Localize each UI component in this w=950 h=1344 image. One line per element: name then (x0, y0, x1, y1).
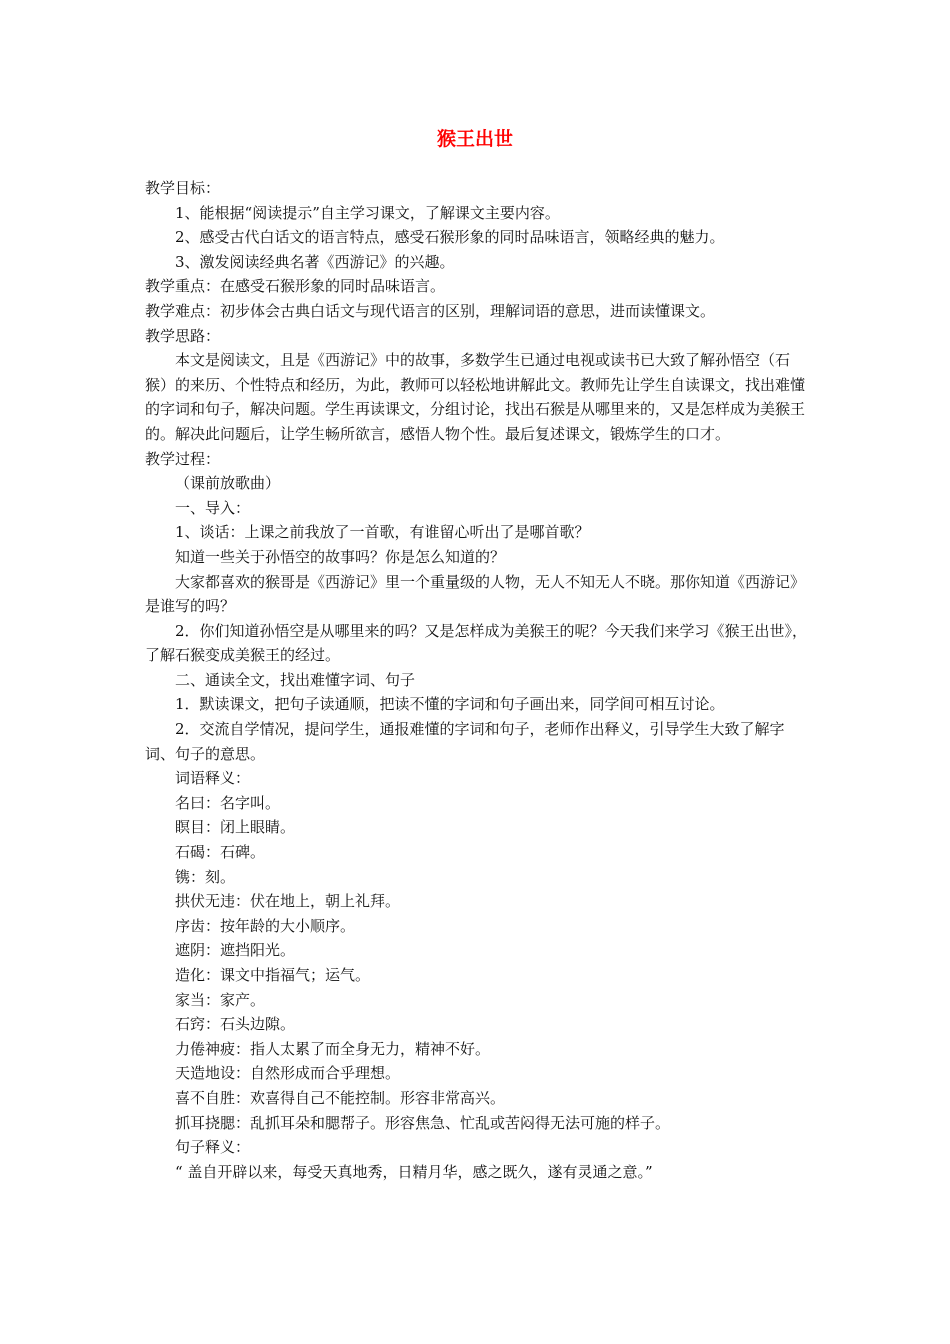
vocab-item: 序齿：按年龄的大小顺序。 (175, 916, 356, 935)
teaching-focus: 教学重点：在感受石猴形象的同时品味语言。 (145, 277, 446, 296)
page-title: 猴王出世 (436, 128, 513, 150)
intro-item: 知道一些关于孙悟空的故事吗？你是怎么知道的？ (175, 547, 506, 566)
objective-item: 2、感受古代白话文的语言特点，感受石猴形象的同时品味语言，领略经典的魅力。 (175, 228, 725, 247)
vocab-item: 瞑目：闭上眼睛。 (175, 818, 296, 837)
vocab-item: 石窍：石头边隙。 (175, 1015, 296, 1034)
vocab-item: 家当：家产。 (175, 990, 266, 1009)
pre-class-note: （课前放歌曲） (175, 474, 281, 493)
vocab-item: 造化：课文中指福气；运气。 (175, 966, 371, 984)
sentences-heading: 句子释义： (175, 1138, 251, 1157)
objective-item: 1、能根据“阅读提示”自主学习课文，了解课文主要内容。 (175, 203, 560, 222)
vocab-item: 喜不自胜：欢喜得自己不能控制。形容非常高兴。 (175, 1088, 506, 1107)
vocab-item: 石碣：石碑。 (175, 843, 266, 862)
vocab-item: 力倦神疲：指人太累了而全身无力，精神不好。 (175, 1039, 491, 1058)
intro-item: 1、谈话：上课之前我放了一首歌，有谁留心听出了是哪首歌？ (175, 523, 590, 542)
vocab-item: 拱伏无违：伏在地上，朝上礼拜。 (175, 892, 401, 911)
intro-item: 大家都喜欢的猴哥是《西游记》里一个重量级的人物，无人不知无人不晓。那你知道《西游记》是谁写的吗？ (145, 572, 806, 616)
vocab-item: 名曰：名字叫。 (175, 793, 281, 812)
teaching-difficulty: 教学难点：初步体会古典白话文与现代语言的区别，理解词语的意思，进而读懂课文。 (145, 301, 716, 320)
vocab-item: 抓耳挠腮：乱抓耳朵和腮帮子。形容焦急、忙乱或苦闷得无法可施的样子。 (175, 1113, 671, 1132)
document-body (145, 176, 810, 1184)
vocab-item: 天造地设：自然形成而合乎理想。 (175, 1064, 401, 1083)
vocab-item: 镌：刻。 (175, 867, 236, 886)
vocab-item: 遮阴：遮挡阳光。 (175, 941, 296, 960)
section-heading-reading: 二、通读全文，找出难懂字词、句子 (175, 670, 416, 689)
sentence-quote: “ 盖自开辟以来，每受天真地秀，日精月华，感之既久，遂有灵通之意。” (175, 1162, 653, 1181)
section-heading-intro: 一、导入： (175, 498, 251, 517)
objective-item: 3、激发阅读经典名著《西游记》的兴趣。 (175, 252, 455, 271)
objectives-heading: 教学目标： (145, 179, 221, 197)
process-heading: 教学过程： (145, 449, 221, 468)
approach-heading: 教学思路： (145, 326, 221, 345)
reading-item: 1．默读课文，把句子读通顺，把读不懂的字词和句子画出来，同学间可相互讨论。 (175, 695, 725, 714)
approach-paragraph: 本文是阅读文，且是《西游记》中的故事，多数学生已通过电视或读书已大致了解孙悟空（石猴）的来历、个性特点和经历，为此，教师可以轻松地讲解此文。教师先让学生自读课文，找出难懂的字词和句子，解决问题。学生再读课文，分组讨论，找出石猴是从哪里来的，又是怎样成为美猴王的。解决此问题后，让学生畅所欲言，感悟人物个性。最后复述课文，锻炼学生的口才。 (145, 351, 806, 443)
reading-item: 2．交流自学情况，提问学生，通报难懂的字词和句子，老师作出释义，引导学生大致了解字词、句子的意思。 (145, 720, 785, 763)
vocab-heading: 词语释义： (175, 769, 251, 788)
intro-item: 2．你们知道孙悟空是从哪里来的吗？又是怎样成为美猴王的呢？今天我们来学习《猴王出世》，了解石猴变成美猴王的经过。 (145, 621, 808, 665)
